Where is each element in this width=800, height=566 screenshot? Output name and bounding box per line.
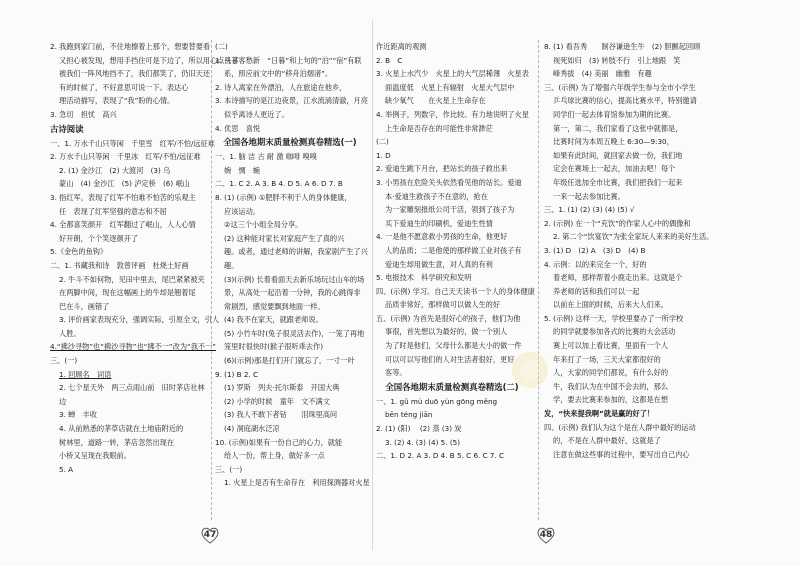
answer-line: 2. 七个星天外 两三点雨山前 旧时茅店社林 bbox=[59, 383, 205, 393]
answer-line: 视死如归 (3) 转肢不行 引上地跟 笑 bbox=[553, 55, 681, 65]
answer-line: 品质非常好，那样做可以做人生的好 bbox=[385, 300, 501, 310]
answer-line: 4. 举例子，列数字，作比较。有力地说明了火星 bbox=[376, 109, 529, 119]
watermark-logo bbox=[500, 340, 560, 400]
answer-line: 上生命是否存在的可能性非常渺茫 bbox=[385, 123, 493, 133]
answer-line: 5. A bbox=[59, 464, 74, 474]
answer-line: 4. 一是他不愿意救小男孩的生命，他更好 bbox=[376, 232, 508, 242]
section-heading: 全国各地期末质量检测真卷精选(一) bbox=[223, 137, 357, 148]
answer-line: 四、(示例) 我们认为这个是在人群中最好的运动 bbox=[544, 422, 696, 432]
answer-line: 景，从高处一起沿着一分钟，我的心跳得非 bbox=[224, 288, 361, 298]
answer-line: (2) 小学的时候 童年 文不满文 bbox=[224, 396, 330, 406]
answer-line: 三、(一) bbox=[215, 464, 243, 474]
answer-line: 人胜。 bbox=[59, 328, 81, 338]
answer-line: 常剧烈，感觉要飘到地面一样。 bbox=[224, 301, 325, 311]
answer-line: 趣。或者，通过老师的讲解，我家剧产生了兴 bbox=[224, 247, 368, 257]
answer-line: 蒙山 (4) 金沙江 (5) 泸定桥 (6) 岷山 bbox=[59, 179, 190, 189]
answer-line: 好开朗，个个笑逐颜开了 bbox=[59, 233, 139, 243]
column-3 bbox=[376, 40, 535, 540]
answer-line: (1) 罗斯 列夫·托尔斯泰 开国大典 bbox=[224, 383, 340, 393]
column-divider bbox=[538, 40, 539, 520]
answer-line: 被我们一阵风地挡不了，我们都笑了，仍旧天还 bbox=[59, 69, 210, 79]
section-heading: 全国各地期末质量检测真卷精选(二) bbox=[385, 381, 519, 392]
answer-line: 婉 惆 蜿 bbox=[224, 165, 260, 175]
answer-line: 2. 第二个“饮宴饮”为张全家玩人来来的美好生活。 bbox=[553, 232, 714, 242]
page-number-label: 47 bbox=[203, 530, 217, 540]
answer-line: 人，大家的同学们都说，有什么好的 bbox=[553, 368, 669, 378]
answer-line: 牛，我们认为在中国不会去的，那么 bbox=[553, 381, 669, 391]
answer-line: 笼里时很快时(猴子很听乖去作) bbox=[224, 342, 324, 352]
book-spine bbox=[372, 20, 373, 550]
answer-line: 为了时是他们，父母什么都是大小的做一件 bbox=[385, 341, 522, 351]
answer-line: 2. (1) (阳) (2) 蒸 (3) 炭 bbox=[376, 424, 462, 434]
answer-line: 3. (2) 4. (3) (4) 5. (5) bbox=[385, 437, 461, 447]
answer-line: 3. 指红军，表现了红军不怕难不怕苦的乐观主 bbox=[50, 192, 196, 202]
answer-line: 1. D bbox=[376, 150, 391, 160]
answer-line: 给人一份，帮上身，做好多一点 bbox=[224, 451, 325, 461]
answer-line: 2. 诗人离家在外漂泊，人在旅途在他乡， bbox=[215, 82, 347, 92]
answer-line: 1. 日暮客愁新 “日暮”和上句的“泊”“宿”有联 bbox=[215, 55, 362, 65]
answer-line: 4. 优思 喜悦 bbox=[215, 123, 261, 133]
answer-line: 3. 蝉 丰收 bbox=[59, 410, 97, 420]
answer-line: (5) 小竹车时(兔子很灵活去作)，一笼了再地 bbox=[224, 328, 365, 338]
answer-line: 一、1. gǔ mù duō yùn gōng měng bbox=[376, 396, 498, 406]
answer-line: bēn téng jiān bbox=[385, 410, 433, 420]
answer-line: 2. 我跑到家门前，不住地擦着上那个，想要替要看 bbox=[50, 42, 211, 51]
answer-line: 可以可以写他们的人对生活者很好，更好 bbox=[385, 354, 515, 364]
answer-line: 以前在上面的时候，后来大人们来， bbox=[553, 300, 669, 310]
answer-line: 4. 从前熟悉的茅草店就在土地庙附近的 bbox=[59, 424, 184, 434]
answer-line: (4) 我不在家天，就跟老师说。 bbox=[224, 315, 323, 325]
answer-line: 3. 急切 担忧 高兴 bbox=[50, 109, 117, 119]
answer-line: 四、(示例) 学习。自己天天读书一个人的身体健康 bbox=[376, 286, 535, 296]
answer-line: 一、1. 脑 洁 古 耐 激 咖啡 嗅嗅 bbox=[215, 152, 317, 162]
answer-line: 着老师，那样帮着小鹿走出来。这就是个 bbox=[553, 273, 683, 283]
page-number-label: 48 bbox=[539, 530, 553, 540]
answer-line: 趣。 bbox=[224, 260, 239, 270]
answer-line: 2. (示例) 在一个“充饮”的作家人心中的偶像和 bbox=[544, 218, 691, 228]
answer-line: 事很，首先想以为最好的，做一个别人 bbox=[385, 327, 508, 337]
answer-line: (二) bbox=[376, 137, 389, 147]
answer-line: 3. 小男孩在危险关头依然看见他的站长。爱迪 bbox=[376, 177, 522, 187]
answer-line: 5. 电报技术 科学研究和发明 bbox=[376, 273, 472, 283]
answer-line: 5.《金色的鱼钩》 bbox=[50, 247, 108, 257]
answer-line: 有的时候了，不好意思可说一下。表达心 bbox=[59, 82, 189, 92]
answer-line: 4. 示例：以的来完全一个，好的 bbox=[544, 259, 647, 269]
answer-line: 8. (1) 看吾秀 制谷谦逊生牛 (2) 胆颤起回顾 bbox=[544, 42, 701, 51]
answer-line: 乒乓球比赛的信心，提高比赛水平，特别邀请 bbox=[553, 96, 697, 106]
answer-line: 一来一起去参加比赛。 bbox=[553, 191, 625, 201]
answer-line: 比赛时间为本周五晚上 6:30—9:30， bbox=[553, 137, 674, 147]
answer-line: 人的品质；二是他使的那样做工业对孩子有 bbox=[385, 245, 522, 255]
left-page bbox=[50, 40, 370, 540]
right-page bbox=[376, 40, 714, 540]
answer-line: ②这三个小组全局分享。 bbox=[224, 220, 303, 230]
answer-line: 注意在做这些事的过程中，要写出自己内心 bbox=[553, 449, 690, 459]
section-heading: 古诗阅读 bbox=[50, 123, 84, 134]
answer-line: 3. (1) D (2) A (3) D (4) B bbox=[544, 245, 646, 255]
answer-line: 一、1. 万水千山只等闲 千里雪 红军/不怕/远征难 bbox=[50, 138, 215, 148]
answer-line: 三、(示例) 为了增强六年级学生参与全市小学生 bbox=[544, 82, 696, 92]
answer-line: 二、1. C 2. A 3. B 4. D 5. A 6. D 7. B bbox=[215, 179, 343, 189]
answer-line: (4) 洞庭湖水泛凉 bbox=[224, 424, 287, 434]
answer-line: 应该运动。 bbox=[224, 206, 260, 216]
answer-line: 年级任选加全市比赛，我们把我们一起来 bbox=[553, 177, 683, 187]
answer-line: 二、1. 书藏我和诗 敦曾评画 杜烧土好画 bbox=[50, 260, 189, 270]
answer-line: 面温度低 火星上有辐射 火星大气层中 bbox=[385, 82, 515, 92]
answer-line: 5. (示例) 这样一天，学校里要办了一所学校 bbox=[544, 313, 684, 323]
answer-line: 2. 爱迪生跳下月台，把站长的孩子救出来 bbox=[376, 164, 508, 174]
answer-line: 如果有此时间，就回家去做一份，我们地 bbox=[553, 150, 683, 160]
answer-line: 2. (1) 金沙江 (2) 大渡河 (3) 乌 bbox=[59, 165, 171, 175]
answer-line: 三、1. (1) (2) (3) (4) (5) √ bbox=[544, 205, 635, 215]
column-divider bbox=[211, 40, 212, 520]
answer-line: 养老师的话和我们可以一起 bbox=[553, 286, 640, 296]
answer-line: 同学们一起去体育馆参加为期的比赛。 bbox=[553, 109, 676, 119]
answer-line: 2. 万水千山只等闲 千里冰 红军/不怕/远征难 bbox=[50, 152, 201, 162]
answer-line: 3. 本诗描写的是江边夜景，江水流淌清澈，月亮 bbox=[215, 96, 368, 106]
answer-line: 巴在斗，画错了 bbox=[59, 301, 110, 311]
answer-line: (3)(示例) 长着看面天去新乐场玩过山车的场 bbox=[224, 274, 365, 284]
answer-line: 4.“拂沙寻物”也“拂沙寻物”也“拂不一”改为“我不一” bbox=[50, 342, 217, 352]
answer-line: 爱迪生却用做生意，对人真的有利 bbox=[385, 259, 493, 269]
answer-line: (6)(示例)那是打们开门就忘了，一寸一叶 bbox=[224, 356, 355, 366]
answer-line: 定会在赛场上一起去，加油去吧！每个 bbox=[553, 164, 676, 174]
answer-line: (2) 这种能对家长对家庭产生了真的兴 bbox=[224, 233, 345, 243]
answer-line: 客等。 bbox=[385, 368, 407, 378]
answer-line: 学，要去比赛来参加的，这都是在想 bbox=[553, 395, 669, 405]
answer-line: 10. (示例)如果有一份自己的心力，就能 bbox=[215, 437, 343, 447]
answer-line: 系，照应前文中的“移舟泊烟渚”。 bbox=[224, 69, 333, 79]
answer-line: 缺少氧气 在火星上生命存在 bbox=[385, 96, 486, 106]
answer-line: 1. 回顾名 词语 bbox=[59, 369, 112, 379]
answer-line: 五、(示例) 为首先是很好心的孩子，他们为他 bbox=[376, 313, 521, 323]
answer-line: 似乎离诗人更近了。 bbox=[224, 109, 289, 119]
page-number-left bbox=[199, 524, 221, 546]
column-4 bbox=[544, 40, 714, 540]
answer-line: 赛上可以加上看比赛，里面有一个人 bbox=[553, 341, 669, 351]
answer-line: 买下爱迪生的印刷机，爱迪生性情 bbox=[385, 218, 493, 228]
answer-line: 9. (1) B 2. C bbox=[215, 369, 258, 379]
answer-line: 本·爱迪生救孩子不在意的，抢在 bbox=[385, 191, 488, 201]
answer-line: (3) 我人不敢下者钻 泪珠里高问 bbox=[224, 410, 345, 420]
answer-line: 为一家雕刻报纸公司干活，领到了孩子为 bbox=[385, 205, 515, 215]
answer-line: 2. B C bbox=[376, 55, 403, 65]
answer-line: (二) bbox=[215, 42, 228, 51]
answer-line: 理活动描写，表现了“我”盼的心情。 bbox=[59, 96, 175, 106]
page-number-right bbox=[535, 524, 557, 546]
answer-line: 发，“快来提我啊”就是赢的好了！ bbox=[544, 409, 655, 419]
column-2 bbox=[215, 40, 370, 540]
answer-line: 边 bbox=[59, 396, 67, 406]
answer-line: 4. 全都喜笑颜开 红军翻过了岷山，人人心情 bbox=[50, 220, 196, 230]
answer-line: 又担心被发现，想用手挡住可是下边了，所以用心点头了 bbox=[59, 55, 239, 65]
answer-line: 第一，第二，我们家看了这张中就都是， bbox=[553, 123, 683, 133]
answer-line: 任 表现了红军坚强的意志和不屈 bbox=[59, 206, 167, 216]
answer-line: 3. 火星上水汽少 火星上的大气层稀薄 火星表 bbox=[376, 69, 529, 79]
answer-line: 二、1. D 2. A 3. D 4. B 5. C 6. C 7. C bbox=[376, 451, 505, 461]
answer-line: 2. 牛斗不如何物，见田中里去，尾巴紧紧被夹 bbox=[59, 274, 205, 284]
answer-line: 三、(一) bbox=[50, 356, 78, 366]
answer-line: 在两脚中间，现在这幅画上的牛却是翘着尾 bbox=[59, 288, 196, 298]
answer-line: 8. (1) (示例) ①肥胖不利于人的身体健康， bbox=[215, 192, 352, 202]
answer-line: 峰秀拔 (4) 美丽 幽雅 有趣 bbox=[553, 69, 652, 79]
answer-line: 的同学就要参加各式的比赛的大会活动 bbox=[553, 327, 676, 337]
answer-line: 小桥又呈现在我眼前。 bbox=[59, 451, 131, 461]
answer-line: 树林里，道路一转，茅店忽然出现在 bbox=[59, 437, 175, 447]
answer-line: 1. 火星上是否有生命存在 利用探测器对火星 bbox=[224, 478, 370, 488]
answer-line: 3. 评价画家表现充分，强调实际，引原全文，引人 bbox=[59, 315, 220, 325]
answer-line: 作近距离的观测 bbox=[376, 42, 427, 51]
answer-line: 的，不是在人群中最好，这就是了 bbox=[553, 436, 661, 446]
answer-line: 年来打了一场，三天大家都很好的 bbox=[553, 354, 661, 364]
